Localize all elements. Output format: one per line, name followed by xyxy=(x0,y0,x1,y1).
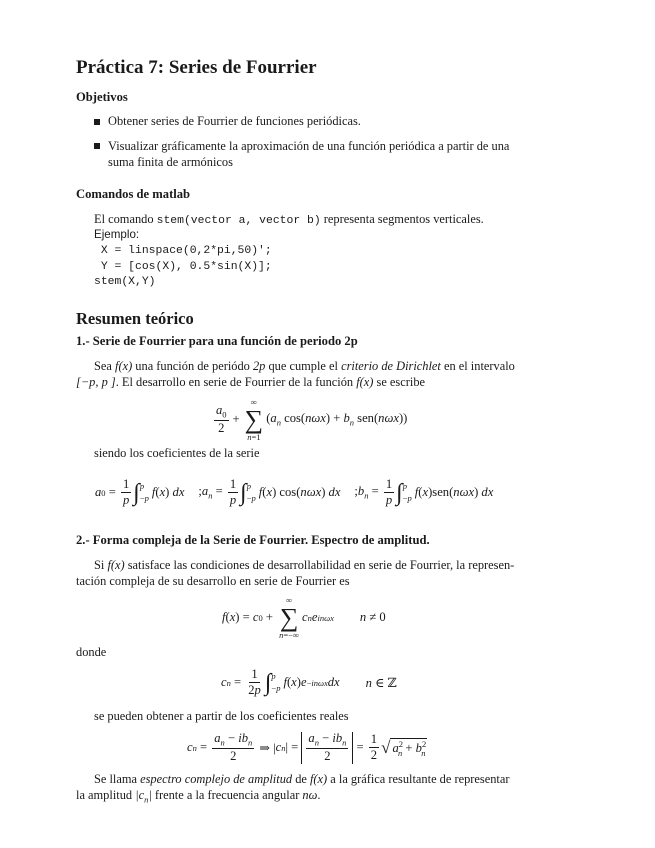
resumen-heading: Resumen teórico xyxy=(76,309,194,328)
math-cn-open: |c xyxy=(135,788,145,802)
coeficientes-text: siendo los coeficientes de la serie xyxy=(94,446,260,460)
text-run: . El desarrollo en serie de Fourrier de la función xyxy=(115,375,357,389)
sum-operator: ∞ ∑ n=−∞ xyxy=(279,595,300,640)
matlab-heading: Comandos de matlab xyxy=(76,187,191,201)
ejemplo-label: Ejemplo: xyxy=(94,228,140,241)
sum-operator: ∞ ∑ n=1 xyxy=(244,397,264,442)
objetivo-item-2: Visualizar gráficamente la aproximación de una función periódica a partir de una xyxy=(108,139,510,153)
math-fx: f(x) xyxy=(107,558,125,572)
text-run: de xyxy=(292,772,310,786)
section-1-paragraph-line-1 xyxy=(94,358,515,374)
text-run: en el intervalo xyxy=(440,359,515,373)
equation-cn-integral: c n = $\frac{1}{2p}$ ∫ p −p f ( x ) e −inωx dx n ∈ ℤ xyxy=(221,667,397,698)
code-line-3: stem(X,Y) xyxy=(94,276,156,288)
text-run: que cumple el xyxy=(265,359,342,373)
abs-bars: $\frac{a_n - ib_n}{2}$ xyxy=(301,732,353,764)
text-run: la amplitud xyxy=(76,788,136,802)
math-fx: f(x) xyxy=(356,375,374,389)
dirichlet-term: criterio de Dirichlet xyxy=(341,359,441,373)
math-fx: f(x) xyxy=(309,772,328,786)
equation-fourier-series: $\frac{a_0}{2}$ + ∞ ∑ n=1 ($a_n$ $\cos(n\omega x) + b_n$ sen(nωx)) xyxy=(216,397,408,442)
matlab-intro-pre: El comando xyxy=(94,212,157,226)
objetivos-heading: Objetivos xyxy=(76,90,128,104)
code-line-2: Y = [cos(X), 0.5*sin(X)]; xyxy=(94,261,272,273)
math-2p: 2p xyxy=(252,359,266,373)
code-line-1: X = linspace(0,2*pi,50)'; xyxy=(94,245,272,257)
text-run: . xyxy=(317,788,321,802)
text-run: Sea xyxy=(94,359,115,373)
objetivo-item-1: Obtener series de Fourrier de funciones periódicas. xyxy=(108,114,361,128)
equation-cn-modulus: c n = $\frac{a_n - ib_n}{2}$ ⇒ | c n | = $\frac{a_n - ib_n}{2}$ = $\frac{1}{2}$ √ $a^2_n + b^2_n$ xyxy=(187,731,427,764)
text-run: se escribe xyxy=(373,375,426,389)
bullet-icon xyxy=(94,119,100,125)
matlab-intro-post: representa segmentos verticales. xyxy=(320,212,484,226)
last-paragraph-line-2 xyxy=(76,787,320,807)
section-2-heading: 2.- Forma compleja de la Serie de Fourrier. Espectro de amplitud. xyxy=(76,533,430,547)
text-run: frente a la frecuencia angular xyxy=(151,788,303,802)
text-run: una función de periódo xyxy=(132,359,253,373)
bullet-icon xyxy=(94,143,100,149)
matlab-intro xyxy=(94,211,484,229)
equation-coefficients: a 0 = $\frac{1}{p}$ ∫ p −p f ( x ) dx $;a_n$ = $\frac{1}{p}$ ∫ p −p f ( x ) cos( nωx ) dx $;b_n$ = $\frac{1}{p}$ ∫ p −p f ( x )sen( nωx ) dx xyxy=(95,477,494,508)
section-1-heading: 1.- Serie de Fourrier para una función de periodo 2p xyxy=(76,334,358,348)
section-2-paragraph-line-1 xyxy=(94,557,514,573)
page-title: Práctica 7: Series de Fourrier xyxy=(76,57,317,78)
text-run: satisface las condiciones de desarrollabilidad en serie de Fourrier, la represen- xyxy=(124,558,515,572)
math-fx: f(x) xyxy=(115,359,133,373)
donde-text: donde xyxy=(76,645,107,659)
math-interval: [−p, p ] xyxy=(76,375,116,389)
section-1-paragraph-line-2 xyxy=(76,374,425,390)
reales-text: se pueden obtener a partir de los coeficientes reales xyxy=(94,709,349,723)
last-paragraph-line-1 xyxy=(94,771,510,787)
objetivo-item-2-cont: suma finita de armónicos xyxy=(108,155,233,169)
espectro-term: espectro complejo de amplitud xyxy=(140,772,293,786)
matlab-intro-code: stem(vector a, vector b) xyxy=(156,215,321,227)
frac-a0-2: $\frac{a_0}{2}$ xyxy=(216,402,227,436)
text-run: Si xyxy=(94,558,108,572)
math-subscript: n xyxy=(144,794,149,805)
math-nw: nω xyxy=(302,788,318,802)
section-2-paragraph-line-2: tación compleja de su desarrollo en serie de Fourrier es xyxy=(76,574,350,588)
equation-complex-series: f ( x ) = c 0 + ∞ ∑ n=−∞ c n e inωx n ≠ 0 xyxy=(222,595,386,640)
text-run: Se llama xyxy=(94,772,141,786)
text-run: a la gráfica resultante de representar xyxy=(327,772,510,786)
math-cn-close: | xyxy=(148,788,152,802)
